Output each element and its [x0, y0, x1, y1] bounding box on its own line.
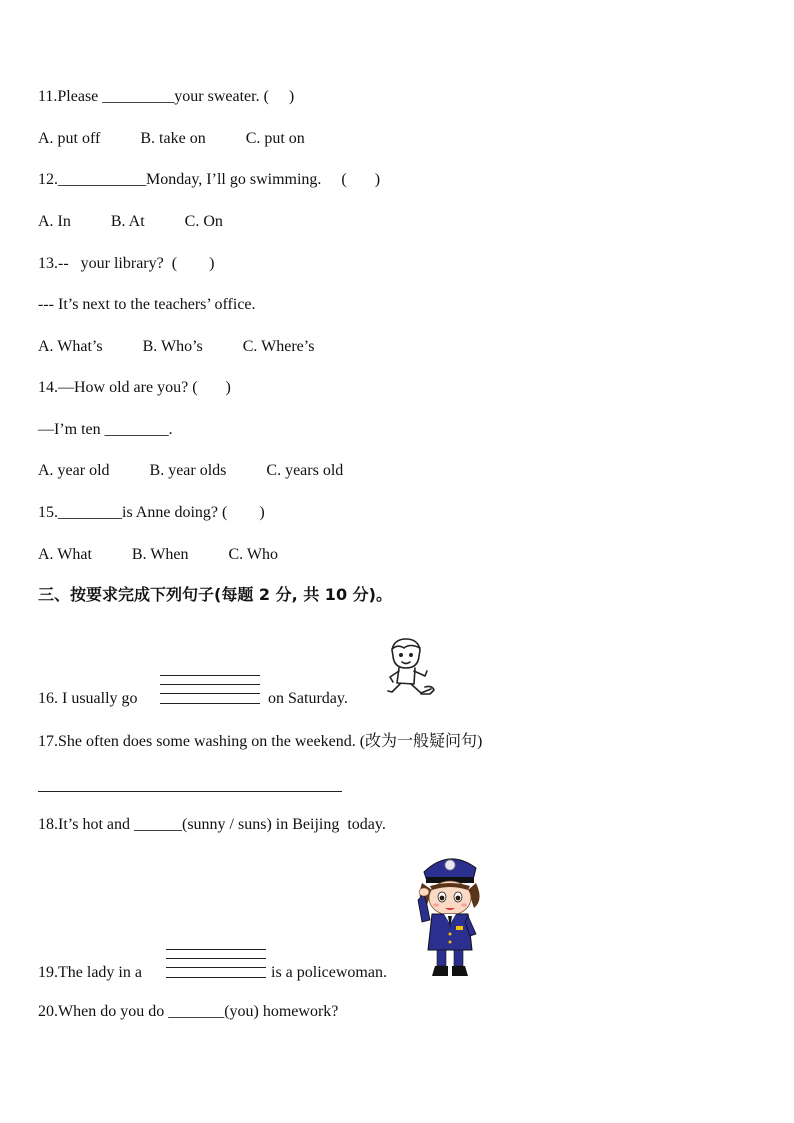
question-19-suffix: is a policewoman. — [271, 964, 387, 981]
question-13-answer: --- It’s next to the teachers’ office. — [38, 296, 256, 313]
question-15-options: A. What B. When C. Who — [38, 546, 278, 563]
question-15: 15.________is Anne doing? ( ) — [38, 504, 265, 521]
question-14-answer: —I’m ten ________. — [38, 421, 173, 438]
question-17-answer-line — [38, 791, 342, 792]
question-14-options: A. year old B. year olds C. years old — [38, 462, 344, 479]
question-20: 20.When do you do _______(you) homework? — [38, 1003, 339, 1020]
question-12: 12.___________Monday, I’ll go swimming. ( ) — [38, 171, 381, 188]
question-19-prefix: 19.The lady in a — [38, 964, 142, 981]
section-3-heading: 三、按要求完成下列句子(每题 2 分, 共 10 分)。 — [38, 585, 392, 604]
question-16-suffix: on Saturday. — [268, 690, 348, 707]
running-boy-icon — [384, 636, 442, 704]
question-11-options: A. put off B. take on C. put on — [38, 130, 305, 147]
question-13: 13.-- your library? ( ) — [38, 255, 215, 272]
question-13-options: A. What’s B. Who’s C. Where’s — [38, 338, 315, 355]
policewoman-saluting-icon — [410, 850, 488, 980]
question-12-options: A. In B. At C. On — [38, 213, 223, 230]
question-14: 14.—How old are you? ( ) — [38, 379, 231, 396]
question-16-prefix: 16. I usually go — [38, 690, 138, 707]
question-17: 17.She often does some washing on the weekend. (改为一般疑问句) — [38, 733, 483, 750]
question-11: 11.Please _________your sweater. ( ) — [38, 88, 295, 105]
question-18: 18.It’s hot and ______(sunny / suns) in Beijing today. — [38, 816, 386, 833]
